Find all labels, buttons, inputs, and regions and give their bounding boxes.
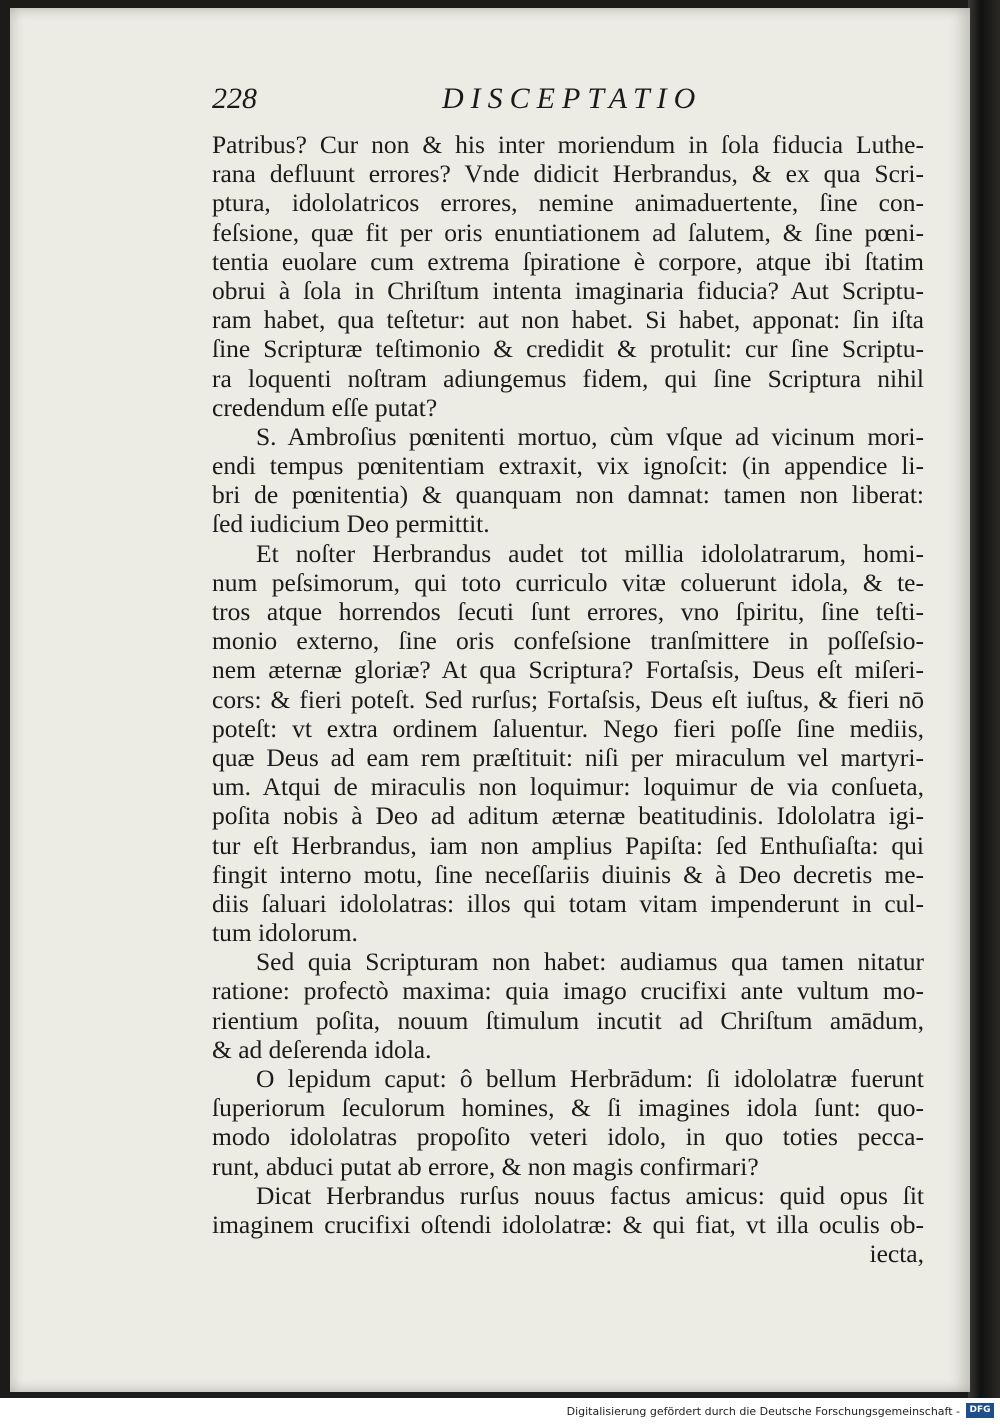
text-line: credendum eſſe putat?	[212, 392, 438, 422]
running-title: DISCEPTATIO	[442, 82, 703, 115]
text-line: cors: & fieri poteſt. Sed rurſus; Fortaſsis, Deus eſt iuſtus, & fieri nō	[212, 684, 924, 714]
text-line: um. Atqui de miraculis non loquimur: loquimur de via conſueta,	[212, 772, 924, 802]
text-line: fingit interno motu, ſine neceſſariis diuinis & à Deo decretis me-	[212, 859, 924, 889]
text-line: S. Ambroſius pœnitenti mortuo, cùm vſque ad vicinum mori-	[256, 421, 924, 451]
text-line: tros atque horrendos ſecuti ſunt errores, vno ſpiritu, ſine teſti-	[212, 597, 924, 626]
page-number: 228	[212, 82, 257, 115]
text-line: ram habet, qua teſtetur: aut non habet. Si habet, apponat: ſin iſta	[212, 305, 924, 335]
text-line: feſsione, quæ fit per oris enuntiationem ad ſalutem, & ſine pœni-	[212, 217, 924, 247]
text-line: endi tempus pœnitentiam extraxit, vix ignoſcit: (in appendice li-	[212, 451, 924, 481]
text-line: nem æternæ gloriæ? At qua Scriptura? Fortaſsis, Deus eſt miſeri-	[212, 655, 924, 685]
text-line: ptura, idololatricos errores, nemine animaduertente, ſine con-	[212, 188, 924, 218]
footer-band	[0, 1398, 1000, 1425]
text-line: ra loquenti noſtram adiungemus fidem, qui ſine Scriptura nihil	[212, 363, 924, 393]
dfg-logo: DFG	[966, 1403, 994, 1418]
text-line: poteſt: vt extra ordinem ſaluentur. Nego fieri poſſe ſine mediis,	[212, 713, 924, 743]
text-line: Patribus? Cur non & his inter moriendum in ſola fiducia Luthe-	[212, 130, 924, 159]
text-line: monio externo, ſine oris confeſsione tranſmittere in poſſeſsio-	[212, 626, 924, 656]
text-line: ratione: profectò maxima: quia imago crucifixi ante vultum mo-	[212, 976, 924, 1006]
text-line: ſine Scripturæ teſtimonio & credidit & protulit: cur ſine Scriptu-	[212, 334, 924, 364]
text-line: modo idololatras propoſito veteri idolo, in quo toties pecca-	[212, 1122, 924, 1152]
body-text	[212, 130, 924, 1268]
text-line: rana defluunt errores? Vnde didicit Herbrandus, & ex qua Scri-	[212, 159, 924, 189]
text-line: bri de pœnitentia) & quanquam non damnat: tamen non liberat:	[212, 480, 924, 510]
text-line: obrui à ſola in Chriſtum intenta imaginaria fiducia? Aut Scriptu-	[212, 275, 924, 305]
page-header	[212, 82, 932, 122]
text-line: & ad deſerenda idola.	[212, 1034, 432, 1064]
book-gutter	[968, 0, 1000, 1398]
text-line: quæ Deus ad eam rem præſtituit: niſi per miraculum vel martyri-	[212, 742, 924, 772]
text-line: num peſsimorum, qui toto curriculo vitæ coluerunt idola, & te-	[212, 567, 924, 597]
text-line: imaginem crucifixi oſtendi idololatræ: & qui fiat, vt illa oculis ob-	[212, 1209, 924, 1239]
text-line: Dicat Herbrandus rurſus nouus factus amicus: quid opus ſit	[256, 1180, 924, 1210]
text-line: tentia euolare cum extrema ſpiratione è corpore, atque ibi ſtatim	[212, 246, 924, 276]
text-line: ſed iudicium Deo permittit.	[212, 509, 490, 539]
funding-credit: Digitalisierung gefördert durch die Deutsche Forschungsgemeinschaft -	[566, 1405, 960, 1418]
text-line: poſita nobis à Deo ad aditum æternæ beatitudinis. Idololatra igi-	[212, 801, 924, 831]
catchword: iecta,	[869, 1239, 924, 1269]
text-line: Sed quia Scripturam non habet: audiamus qua tamen nitatur	[256, 947, 924, 977]
text-line: tum idolorum.	[212, 918, 358, 948]
text-line: O lepidum caput: ô bellum Herbrādum: ſi idololatræ fuerunt	[256, 1064, 924, 1093]
text-line: tur eſt Herbrandus, iam non amplius Papiſta: ſed Enthuſiaſta: qui	[212, 830, 924, 860]
text-line: diis ſaluari idololatras: illos qui totam vitam impenderunt in cul-	[212, 888, 924, 918]
text-line: rientium poſita, nouum ſtimulum incutit ad Chriſtum amādum,	[212, 1005, 924, 1035]
text-line: ſuperiorum ſeculorum homines, & ſi imagines idola ſunt: quo-	[212, 1093, 924, 1123]
text-line: runt, abduci putat ab errore, & non magis confirmari?	[212, 1151, 759, 1181]
text-line: Et noſter Herbrandus audet tot millia idololatrarum, homi-	[256, 538, 924, 568]
